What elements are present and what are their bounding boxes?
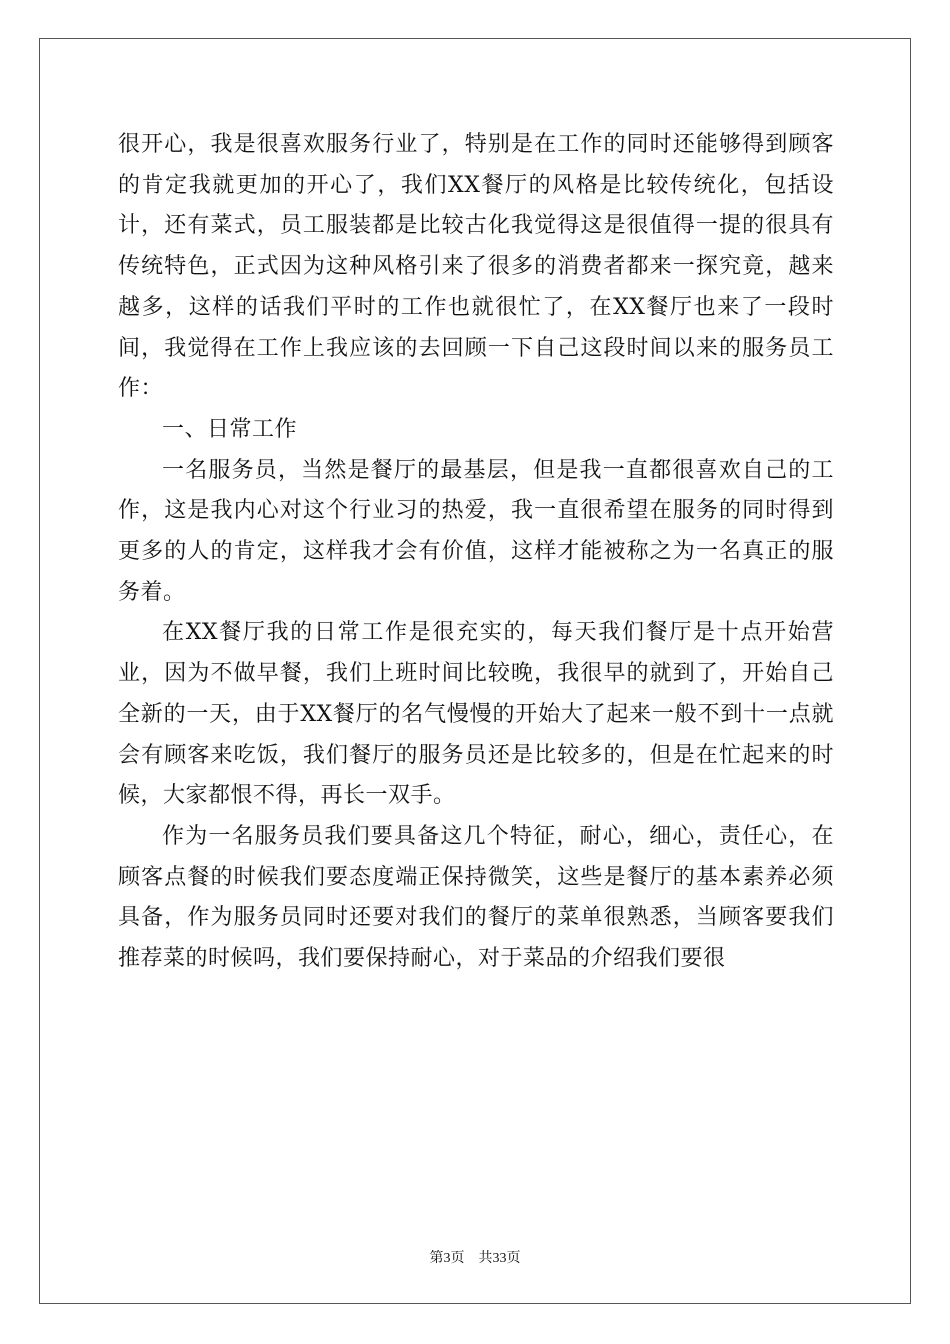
page-total: 共33页 <box>478 1251 521 1266</box>
section-heading-daily-work: 一、日常工作 <box>162 416 298 442</box>
paragraph-qualities: 作为一名服务员我们要具备这几个特征，耐心，细心，责任心，在顾客点餐的时候我们要态度端正保持微笑，这些是餐厅的基本素养必须具备，作为服务员同时还要对我们的餐厅的菜单很熟悉，当顾客要我们推荐菜的时候吗，我们要保持耐心，对于菜品的介绍我们要很 <box>118 823 834 972</box>
paragraph-waiter-role: 一名服务员，当然是餐厅的最基层，但是我一直都很喜欢自己的工作，这是我内心对这个行业习的热爱，我一直很希望在服务的同时得到更多的人的肯定，这样我才会有价值，这样才能被称之为一名真正的服务着。 <box>118 457 834 605</box>
page-number: 第3页 <box>429 1251 465 1266</box>
footer-gap <box>465 1251 479 1266</box>
paragraph-daily-routine: 在XX餐厅我的日常工作是很充实的，每天我们餐厅是十点开始营业，因为不做早餐，我们上班时间比较晚，我很早的就到了，开始自己全新的一天，由于XX餐厅的名气慢慢的开始大了起来一般不到十一点就会有顾客来吃饭，我们餐厅的服务员还是比较多的，但是在忙起来的时候，大家都恨不得，再长一双手。 <box>118 620 834 809</box>
page-footer <box>0 1247 950 1267</box>
document-body <box>118 125 834 980</box>
paragraph-intro: 很开心，我是很喜欢服务行业了，特别是在工作的同时还能够得到顾客的肯定我就更加的开心了，我们XX餐厅的风格是比较传统化，包括设计，还有菜式，员工服装都是比较古化我觉得这是很值得一提的很具有传统特色，正式因为这种风格引来了很多的消费者都来一探究竟，越来越多，这样的话我们平时的工作也就很忙了，在XX餐厅也来了一段时间，我觉得在工作上我应该的去回顾一下自己这段时间以来的服务员工作： <box>118 132 834 402</box>
